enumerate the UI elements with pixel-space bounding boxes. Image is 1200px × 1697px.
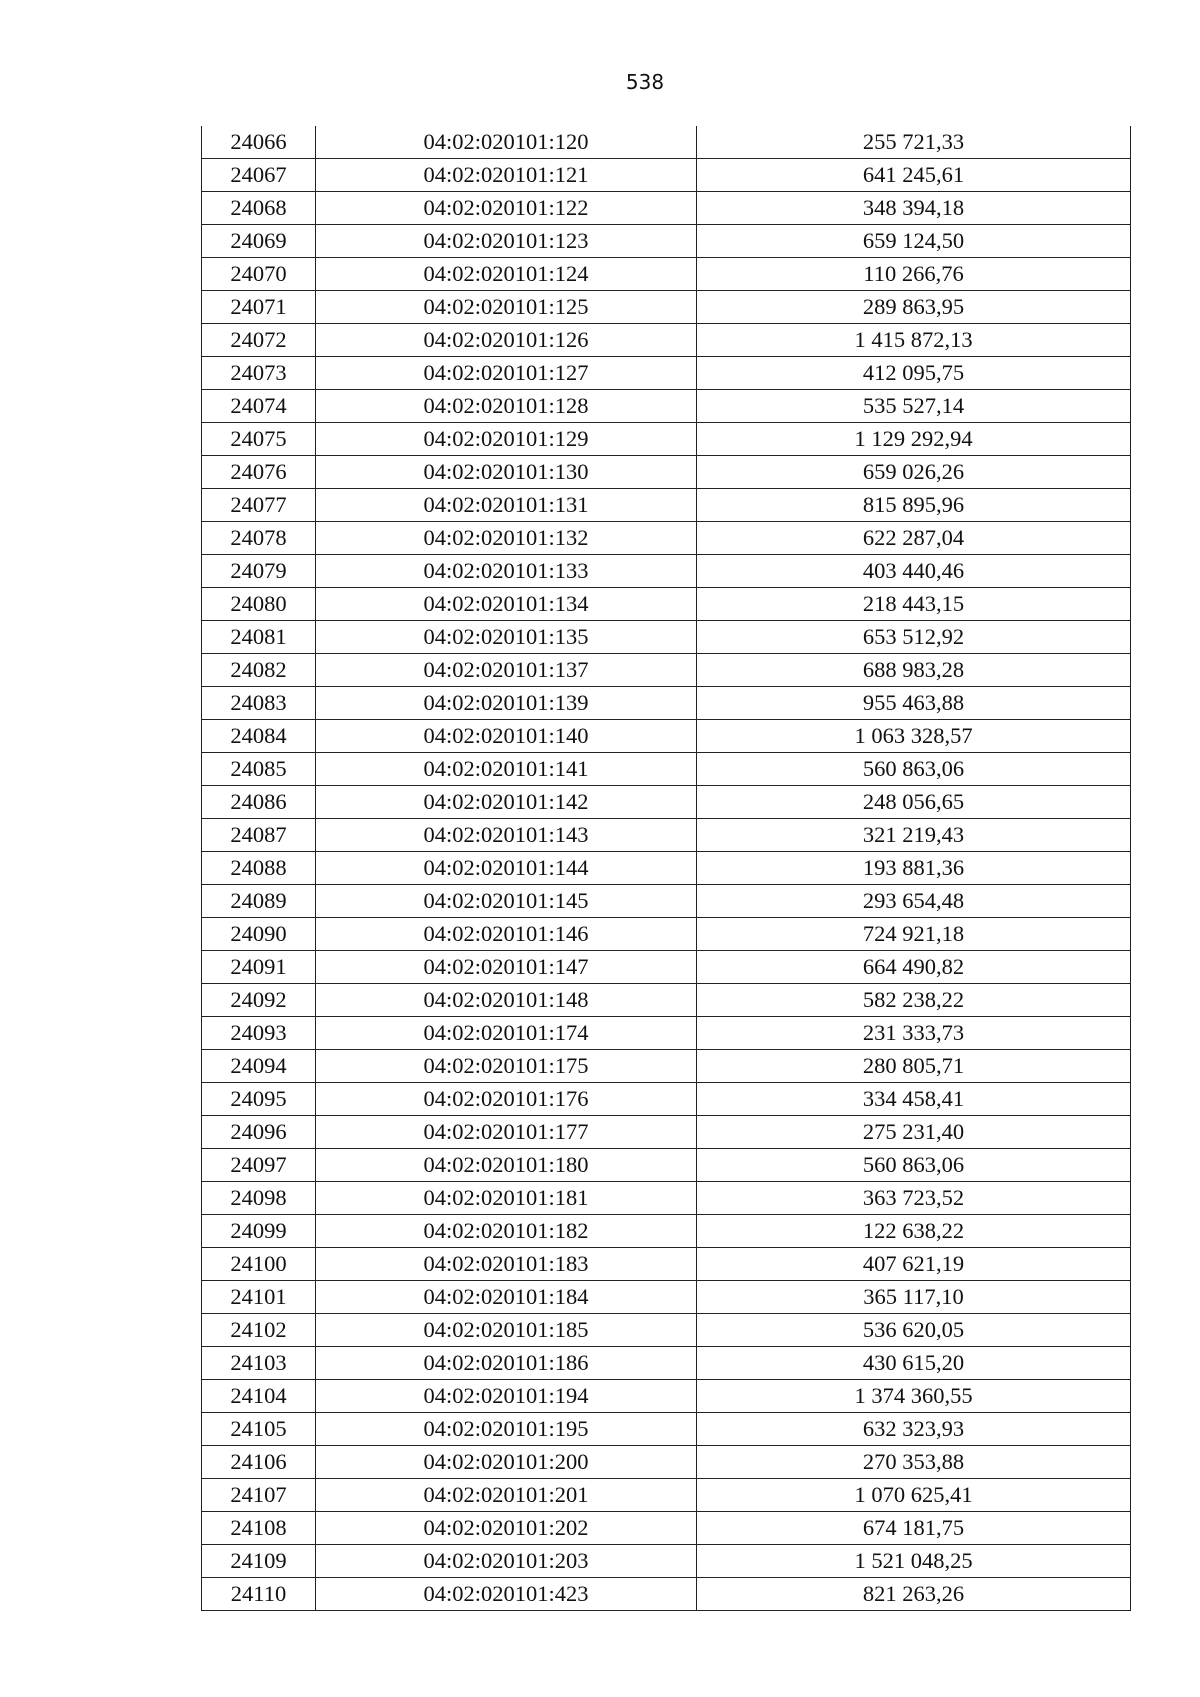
table-row: [202, 1512, 1131, 1545]
value-cell: 430 615,20: [697, 1347, 1131, 1380]
row-number-cell: 24097: [202, 1149, 316, 1182]
cadastral-number-cell: 04:02:020101:141: [316, 753, 697, 786]
table-row: [202, 1281, 1131, 1314]
row-number-cell: 24078: [202, 522, 316, 555]
value-cell: 1 063 328,57: [697, 720, 1131, 753]
cadastral-number-cell: 04:02:020101:144: [316, 852, 697, 885]
value-cell: 688 983,28: [697, 654, 1131, 687]
value-cell: 363 723,52: [697, 1182, 1131, 1215]
table-row: [202, 456, 1131, 489]
value-cell: 365 117,10: [697, 1281, 1131, 1314]
page-number: 538: [625, 70, 665, 94]
cadastral-number-cell: 04:02:020101:126: [316, 324, 697, 357]
value-cell: 1 374 360,55: [697, 1380, 1131, 1413]
cadastral-number-cell: 04:02:020101:135: [316, 621, 697, 654]
value-cell: 348 394,18: [697, 192, 1131, 225]
cadastral-number-cell: 04:02:020101:137: [316, 654, 697, 687]
value-cell: 1 129 292,94: [697, 423, 1131, 456]
row-number-cell: 24080: [202, 588, 316, 621]
value-cell: 1 070 625,41: [697, 1479, 1131, 1512]
value-cell: 955 463,88: [697, 687, 1131, 720]
cadastral-number-cell: 04:02:020101:181: [316, 1182, 697, 1215]
value-cell: 815 895,96: [697, 489, 1131, 522]
cadastral-value-table: [201, 126, 1131, 1611]
cadastral-number-cell: 04:02:020101:184: [316, 1281, 697, 1314]
cadastral-number-cell: 04:02:020101:142: [316, 786, 697, 819]
value-cell: 821 263,26: [697, 1578, 1131, 1611]
row-number-cell: 24077: [202, 489, 316, 522]
table-row: [202, 918, 1131, 951]
table-row: [202, 687, 1131, 720]
row-number-cell: 24089: [202, 885, 316, 918]
row-number-cell: 24073: [202, 357, 316, 390]
cadastral-number-cell: 04:02:020101:203: [316, 1545, 697, 1578]
cadastral-number-cell: 04:02:020101:183: [316, 1248, 697, 1281]
cadastral-number-cell: 04:02:020101:131: [316, 489, 697, 522]
row-number-cell: 24084: [202, 720, 316, 753]
table-row: [202, 357, 1131, 390]
cadastral-number-cell: 04:02:020101:148: [316, 984, 697, 1017]
cadastral-number-cell: 04:02:020101:124: [316, 258, 697, 291]
row-number-cell: 24098: [202, 1182, 316, 1215]
value-cell: 632 323,93: [697, 1413, 1131, 1446]
cadastral-number-cell: 04:02:020101:143: [316, 819, 697, 852]
cadastral-number-cell: 04:02:020101:132: [316, 522, 697, 555]
cadastral-number-cell: 04:02:020101:174: [316, 1017, 697, 1050]
value-cell: 407 621,19: [697, 1248, 1131, 1281]
row-number-cell: 24079: [202, 555, 316, 588]
table-row: [202, 1017, 1131, 1050]
table-row: [202, 951, 1131, 984]
table-row: [202, 1380, 1131, 1413]
table-row: [202, 1545, 1131, 1578]
table-row: [202, 192, 1131, 225]
row-number-cell: 24081: [202, 621, 316, 654]
cadastral-number-cell: 04:02:020101:128: [316, 390, 697, 423]
table-row: [202, 1083, 1131, 1116]
row-number-cell: 24109: [202, 1545, 316, 1578]
table-row: [202, 423, 1131, 456]
cadastral-number-cell: 04:02:020101:176: [316, 1083, 697, 1116]
row-number-cell: 24085: [202, 753, 316, 786]
value-cell: 535 527,14: [697, 390, 1131, 423]
value-cell: 1 415 872,13: [697, 324, 1131, 357]
row-number-cell: 24076: [202, 456, 316, 489]
table-row: [202, 786, 1131, 819]
value-cell: 231 333,73: [697, 1017, 1131, 1050]
cadastral-number-cell: 04:02:020101:195: [316, 1413, 697, 1446]
row-number-cell: 24072: [202, 324, 316, 357]
value-cell: 289 863,95: [697, 291, 1131, 324]
value-cell: 659 026,26: [697, 456, 1131, 489]
row-number-cell: 24108: [202, 1512, 316, 1545]
value-cell: 412 095,75: [697, 357, 1131, 390]
table-row: [202, 1578, 1131, 1611]
cadastral-number-cell: 04:02:020101:120: [316, 126, 697, 159]
table-row: [202, 225, 1131, 258]
cadastral-number-cell: 04:02:020101:122: [316, 192, 697, 225]
row-number-cell: 24096: [202, 1116, 316, 1149]
row-number-cell: 24086: [202, 786, 316, 819]
table-row: [202, 1050, 1131, 1083]
row-number-cell: 24069: [202, 225, 316, 258]
row-number-cell: 24082: [202, 654, 316, 687]
row-number-cell: 24110: [202, 1578, 316, 1611]
row-number-cell: 24092: [202, 984, 316, 1017]
row-number-cell: 24067: [202, 159, 316, 192]
table-row: [202, 489, 1131, 522]
value-cell: 536 620,05: [697, 1314, 1131, 1347]
value-cell: 275 231,40: [697, 1116, 1131, 1149]
cadastral-number-cell: 04:02:020101:177: [316, 1116, 697, 1149]
table-row: [202, 852, 1131, 885]
table-row: [202, 1479, 1131, 1512]
cadastral-number-cell: 04:02:020101:147: [316, 951, 697, 984]
value-cell: 664 490,82: [697, 951, 1131, 984]
row-number-cell: 24094: [202, 1050, 316, 1083]
row-number-cell: 24105: [202, 1413, 316, 1446]
table-row: [202, 1347, 1131, 1380]
table-row: [202, 654, 1131, 687]
row-number-cell: 24100: [202, 1248, 316, 1281]
value-cell: 1 521 048,25: [697, 1545, 1131, 1578]
cadastral-number-cell: 04:02:020101:125: [316, 291, 697, 324]
row-number-cell: 24066: [202, 126, 316, 159]
value-cell: 248 056,65: [697, 786, 1131, 819]
value-cell: 403 440,46: [697, 555, 1131, 588]
value-cell: 293 654,48: [697, 885, 1131, 918]
table-row: [202, 1149, 1131, 1182]
table-row: [202, 555, 1131, 588]
table-row: [202, 753, 1131, 786]
value-cell: 218 443,15: [697, 588, 1131, 621]
row-number-cell: 24075: [202, 423, 316, 456]
value-cell: 280 805,71: [697, 1050, 1131, 1083]
cadastral-number-cell: 04:02:020101:185: [316, 1314, 697, 1347]
row-number-cell: 24104: [202, 1380, 316, 1413]
row-number-cell: 24103: [202, 1347, 316, 1380]
value-cell: 110 266,76: [697, 258, 1131, 291]
table-row: [202, 1215, 1131, 1248]
cadastral-number-cell: 04:02:020101:182: [316, 1215, 697, 1248]
row-number-cell: 24091: [202, 951, 316, 984]
value-cell: 270 353,88: [697, 1446, 1131, 1479]
cadastral-number-cell: 04:02:020101:423: [316, 1578, 697, 1611]
cadastral-number-cell: 04:02:020101:186: [316, 1347, 697, 1380]
table-row: [202, 1314, 1131, 1347]
cadastral-number-cell: 04:02:020101:194: [316, 1380, 697, 1413]
cadastral-number-cell: 04:02:020101:175: [316, 1050, 697, 1083]
value-cell: 560 863,06: [697, 753, 1131, 786]
cadastral-number-cell: 04:02:020101:202: [316, 1512, 697, 1545]
value-cell: 674 181,75: [697, 1512, 1131, 1545]
table-row: [202, 1116, 1131, 1149]
table-row: [202, 1182, 1131, 1215]
value-cell: 122 638,22: [697, 1215, 1131, 1248]
row-number-cell: 24107: [202, 1479, 316, 1512]
table-row: [202, 390, 1131, 423]
cadastral-number-cell: 04:02:020101:121: [316, 159, 697, 192]
value-cell: 653 512,92: [697, 621, 1131, 654]
table-row: [202, 984, 1131, 1017]
value-cell: 659 124,50: [697, 225, 1131, 258]
table-row: [202, 621, 1131, 654]
row-number-cell: 24071: [202, 291, 316, 324]
value-cell: 321 219,43: [697, 819, 1131, 852]
cadastral-number-cell: 04:02:020101:139: [316, 687, 697, 720]
cadastral-number-cell: 04:02:020101:140: [316, 720, 697, 753]
row-number-cell: 24099: [202, 1215, 316, 1248]
table-row: [202, 588, 1131, 621]
row-number-cell: 24090: [202, 918, 316, 951]
table-row: [202, 291, 1131, 324]
value-cell: 255 721,33: [697, 126, 1131, 159]
table-row: [202, 819, 1131, 852]
row-number-cell: 24074: [202, 390, 316, 423]
cadastral-number-cell: 04:02:020101:201: [316, 1479, 697, 1512]
cadastral-number-cell: 04:02:020101:127: [316, 357, 697, 390]
value-cell: 334 458,41: [697, 1083, 1131, 1116]
value-cell: 193 881,36: [697, 852, 1131, 885]
row-number-cell: 24101: [202, 1281, 316, 1314]
value-cell: 724 921,18: [697, 918, 1131, 951]
value-cell: 582 238,22: [697, 984, 1131, 1017]
table-row: [202, 720, 1131, 753]
value-cell: 622 287,04: [697, 522, 1131, 555]
cadastral-number-cell: 04:02:020101:145: [316, 885, 697, 918]
value-cell: 560 863,06: [697, 1149, 1131, 1182]
table-row: [202, 126, 1131, 159]
row-number-cell: 24070: [202, 258, 316, 291]
table-row: [202, 159, 1131, 192]
cadastral-number-cell: 04:02:020101:129: [316, 423, 697, 456]
table-row: [202, 1413, 1131, 1446]
row-number-cell: 24087: [202, 819, 316, 852]
table-body: [202, 126, 1131, 1611]
row-number-cell: 24095: [202, 1083, 316, 1116]
table-row: [202, 324, 1131, 357]
table-row: [202, 522, 1131, 555]
cadastral-number-cell: 04:02:020101:134: [316, 588, 697, 621]
cadastral-number-cell: 04:02:020101:123: [316, 225, 697, 258]
cadastral-number-cell: 04:02:020101:200: [316, 1446, 697, 1479]
cadastral-number-cell: 04:02:020101:133: [316, 555, 697, 588]
row-number-cell: 24083: [202, 687, 316, 720]
cadastral-number-cell: 04:02:020101:180: [316, 1149, 697, 1182]
cadastral-number-cell: 04:02:020101:146: [316, 918, 697, 951]
row-number-cell: 24093: [202, 1017, 316, 1050]
cadastral-number-cell: 04:02:020101:130: [316, 456, 697, 489]
value-cell: 641 245,61: [697, 159, 1131, 192]
table-row: [202, 1248, 1131, 1281]
row-number-cell: 24088: [202, 852, 316, 885]
table-row: [202, 258, 1131, 291]
table-row: [202, 1446, 1131, 1479]
row-number-cell: 24106: [202, 1446, 316, 1479]
row-number-cell: 24068: [202, 192, 316, 225]
table-row: [202, 885, 1131, 918]
row-number-cell: 24102: [202, 1314, 316, 1347]
